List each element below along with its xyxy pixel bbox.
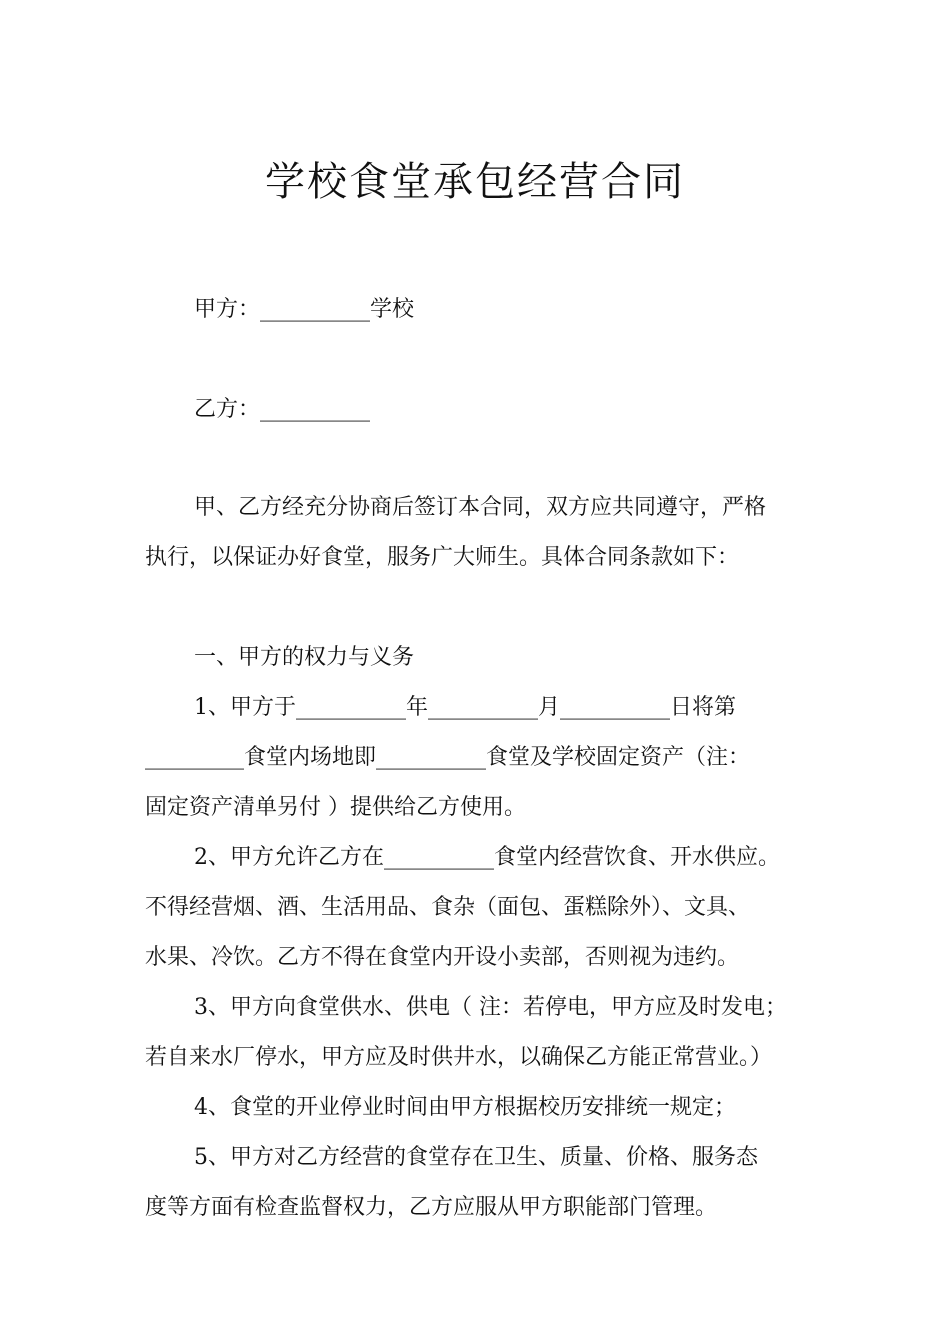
document-title: 学校食堂承包经营合同 <box>265 159 685 205</box>
clause-1-line-1: 1、甲方于__________年__________月__________日将第 <box>194 695 736 720</box>
clause-2-line-3: 水果、冷饮。乙方不得在食堂内开设小卖部，否则视为违约。 <box>145 945 740 970</box>
clause-1-line-2: _________食堂内场地即__________食堂及学校固定资产（注： <box>145 745 751 770</box>
clause-2-line-2: 不得经营烟、酒、生活用品、食杂（面包、蛋糕除外）、文具、 <box>145 895 751 920</box>
section-1-heading: 一、甲方的权力与义务 <box>194 645 415 670</box>
clause-3-line-2: 若自来水厂停水，甲方应及时供井水，以确保乙方能正常营业。） <box>145 1045 773 1070</box>
clause-3-line-1: 3、甲方向食堂供水、供电（ 注：若停电，甲方应及时发电； <box>194 995 787 1020</box>
clause-4-line-1: 4、食堂的开业停业时间由甲方根据校历安排统一规定； <box>194 1095 736 1120</box>
clause-2-line-1: 2、甲方允许乙方在__________食堂内经营饮食、开水供应。 <box>194 845 780 870</box>
clause-1-line-3: 固定资产清单另付 ）提供给乙方使用。 <box>145 795 526 820</box>
party-b-line: 乙方：__________ <box>194 397 371 422</box>
intro-paragraph-line-2: 执行，以保证办好食堂，服务广大师生。具体合同条款如下： <box>145 545 740 570</box>
intro-paragraph-line-1: 甲、乙方经充分协商后签订本合同，双方应共同遵守，严格 <box>194 495 767 520</box>
clause-5-line-1: 5、甲方对乙方经营的食堂存在卫生、质量、价格、服务态 <box>194 1145 758 1170</box>
clause-5-line-2: 度等方面有检查监督权力，乙方应服从甲方职能部门管理。 <box>145 1195 718 1220</box>
party-a-line: 甲方：__________学校 <box>194 297 415 322</box>
